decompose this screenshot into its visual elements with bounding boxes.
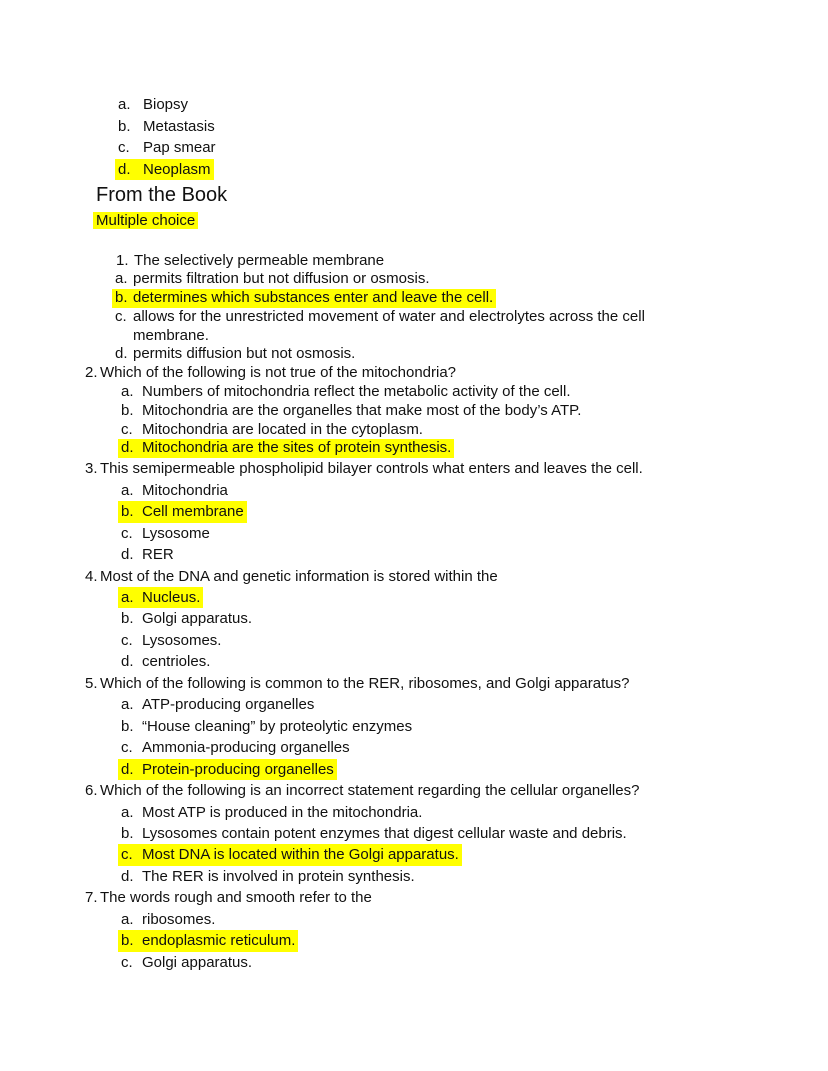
option-text: Pap smear [143, 139, 216, 156]
answer-option [118, 116, 215, 138]
answer-option [121, 480, 228, 501]
option-letter: a. [121, 910, 134, 928]
question-text: Which of the following is an incorrect statement regarding the cellular organelles? [100, 782, 640, 800]
question-number: 4. [85, 567, 98, 585]
question-list [0, 252, 828, 974]
answer-option-row [0, 159, 828, 181]
option-text: Neoplasm [143, 160, 211, 178]
answer-option [121, 544, 174, 565]
question-row [0, 458, 828, 479]
question-block [0, 566, 828, 673]
answer-option [121, 383, 571, 402]
option-text: Ammonia-producing organelles [142, 739, 350, 757]
option-letter: c. [121, 420, 133, 438]
answer-option-row [0, 930, 828, 951]
answer-option [118, 137, 216, 159]
option-text: Mitochondria are located in the cytoplasm. [142, 420, 423, 438]
option-letter: b. [121, 717, 134, 735]
option-letter: b. [121, 401, 134, 419]
option-text: centrioles. [142, 653, 211, 671]
answer-option-row [0, 270, 828, 289]
option-letter: b. [121, 824, 134, 842]
answer-option [121, 630, 221, 651]
option-letter: a. [118, 96, 131, 113]
option-letter: d. [121, 653, 134, 671]
answer-option [121, 651, 210, 672]
option-text: RER [142, 546, 174, 564]
answer-option-row [0, 608, 828, 629]
answer-option-row [0, 402, 828, 421]
answer-option-row [0, 694, 828, 715]
highlighted-answer [118, 930, 298, 951]
option-text: Most ATP is produced in the mitochondria. [142, 803, 423, 821]
option-text: endoplasmic reticulum. [142, 932, 296, 950]
answer-option-row [0, 116, 828, 138]
answer-option [121, 402, 581, 421]
answer-option-row [0, 737, 828, 758]
answer-option [115, 308, 723, 346]
question-row [0, 887, 828, 908]
intro-option-list [0, 94, 828, 180]
option-text: Metastasis [143, 117, 215, 135]
option-text: Most DNA is located within the Golgi apparatus. [142, 846, 459, 864]
answer-option-row [0, 480, 828, 501]
answer-option-row [0, 345, 828, 364]
highlighted-answer [118, 587, 203, 608]
question-number: 6. [85, 782, 98, 800]
answer-option-row [0, 651, 828, 672]
answer-option [121, 737, 350, 758]
question-number: 7. [85, 889, 98, 907]
answer-option [121, 716, 412, 737]
answer-option-row [0, 823, 828, 844]
answer-option [121, 866, 415, 887]
option-text: Mitochondria are the sites of protein synthesis. [142, 439, 452, 457]
option-letter: c. [118, 139, 130, 156]
answer-option-row [0, 501, 828, 522]
answer-option-row [0, 844, 828, 865]
answer-option [118, 94, 188, 116]
option-text: Numbers of mitochondria reflect the metabolic activity of the cell. [142, 383, 571, 401]
answer-option-row [0, 421, 828, 440]
question-number: 2. [85, 364, 98, 382]
question-row [0, 364, 828, 383]
highlighted-answer [118, 439, 454, 458]
question-number: 1. [116, 251, 129, 269]
option-text: Lysosomes. [142, 631, 222, 649]
answer-option [121, 608, 252, 629]
question-text: Which of the following is common to the RER, ribosomes, and Golgi apparatus? [100, 674, 630, 692]
question-number: 5. [85, 674, 98, 692]
answer-option-row [0, 289, 828, 308]
option-text: Biopsy [143, 96, 189, 113]
option-text: ribosomes. [142, 910, 216, 928]
answer-option-row [0, 544, 828, 565]
question-text: Which of the following is not true of the mitochondria? [100, 364, 457, 382]
highlighted-label: Multiple choice [93, 212, 198, 229]
answer-option [115, 270, 430, 289]
question-block [0, 252, 828, 365]
option-letter: a. [121, 696, 134, 714]
option-letter: c. [121, 524, 133, 542]
highlighted-answer [115, 159, 214, 181]
answer-option [121, 909, 215, 930]
answer-option-row [0, 523, 828, 544]
option-letter: c. [121, 631, 133, 649]
section-heading: From the Book [96, 184, 228, 206]
option-letter: a. [121, 588, 134, 606]
highlighted-answer [118, 844, 462, 865]
option-letter: b. [121, 932, 134, 950]
question-row [0, 673, 828, 694]
option-text: allows for the unrestricted movement of water and electrolytes across the cell membrane. [133, 307, 645, 344]
option-letter: c. [121, 953, 133, 971]
answer-option-row [0, 383, 828, 402]
answer-option-row [0, 137, 828, 159]
answer-option [121, 421, 423, 440]
option-text: “House cleaning” by proteolytic enzymes [142, 717, 413, 735]
option-text: ATP-producing organelles [142, 696, 315, 714]
answer-option-row [0, 308, 828, 346]
question-block [0, 780, 828, 887]
option-letter: d. [121, 867, 134, 885]
question-text: The words rough and smooth refer to the [100, 889, 372, 907]
question-row [0, 780, 828, 801]
option-text: Mitochondria [142, 481, 228, 499]
option-text: Mitochondria are the organelles that make most of the body’s ATP. [142, 401, 582, 419]
option-text: determines which substances enter and leave the cell. [133, 289, 494, 307]
option-text: Golgi apparatus. [142, 953, 253, 971]
answer-option [115, 345, 355, 364]
answer-option [121, 823, 627, 844]
option-text: Golgi apparatus. [142, 610, 253, 628]
option-letter: d. [115, 345, 128, 363]
highlighted-answer [118, 501, 247, 522]
option-letter: a. [121, 383, 134, 401]
option-text: permits filtration but not diffusion or osmosis. [133, 270, 430, 288]
question-block [0, 364, 828, 458]
question-row [0, 566, 828, 587]
option-letter: a. [121, 803, 134, 821]
answer-option-row [0, 439, 828, 458]
option-letter: d. [121, 760, 134, 778]
answer-option-row [0, 94, 828, 116]
option-text: The RER is involved in protein synthesis. [142, 867, 415, 885]
option-letter: a. [115, 270, 128, 288]
answer-option [121, 694, 314, 715]
option-letter: d. [121, 439, 134, 457]
option-letter: a. [121, 481, 134, 499]
highlighted-answer [112, 289, 496, 308]
answer-option [121, 523, 210, 544]
answer-option [121, 952, 252, 973]
subsection-label [96, 210, 828, 232]
answer-option-row [0, 909, 828, 930]
answer-option-row [0, 759, 828, 780]
answer-option-row [0, 952, 828, 973]
question-block [0, 458, 828, 565]
option-letter: c. [121, 846, 133, 864]
question-text: Most of the DNA and genetic information is stored within the [100, 567, 498, 585]
question-text: This semipermeable phospholipid bilayer controls what enters and leaves the cell. [100, 460, 643, 478]
question-block [0, 673, 828, 780]
highlighted-answer [118, 759, 337, 780]
option-text: Cell membrane [142, 503, 244, 521]
option-letter: b. [115, 289, 128, 307]
option-letter: b. [118, 117, 131, 135]
option-letter: c. [121, 739, 133, 757]
option-letter: c. [115, 307, 127, 325]
option-letter: b. [121, 503, 134, 521]
option-text: Lysosome [142, 524, 210, 542]
option-text: permits diffusion but not osmosis. [133, 345, 356, 363]
question-number: 3. [85, 460, 98, 478]
option-text: Lysosomes contain potent enzymes that digest cellular waste and debris. [142, 824, 627, 842]
question-block [0, 887, 828, 973]
answer-option-row [0, 716, 828, 737]
option-letter: d. [118, 160, 131, 178]
answer-option [121, 802, 422, 823]
answer-option-row [0, 587, 828, 608]
option-text: Protein-producing organelles [142, 760, 334, 778]
answer-option-row [0, 630, 828, 651]
answer-option-row [0, 802, 828, 823]
option-text: Nucleus. [142, 588, 201, 606]
option-letter: d. [121, 546, 134, 564]
question-text: The selectively permeable membrane [134, 251, 385, 269]
answer-option-row [0, 866, 828, 887]
option-letter: b. [121, 610, 134, 628]
question-row [0, 252, 828, 271]
